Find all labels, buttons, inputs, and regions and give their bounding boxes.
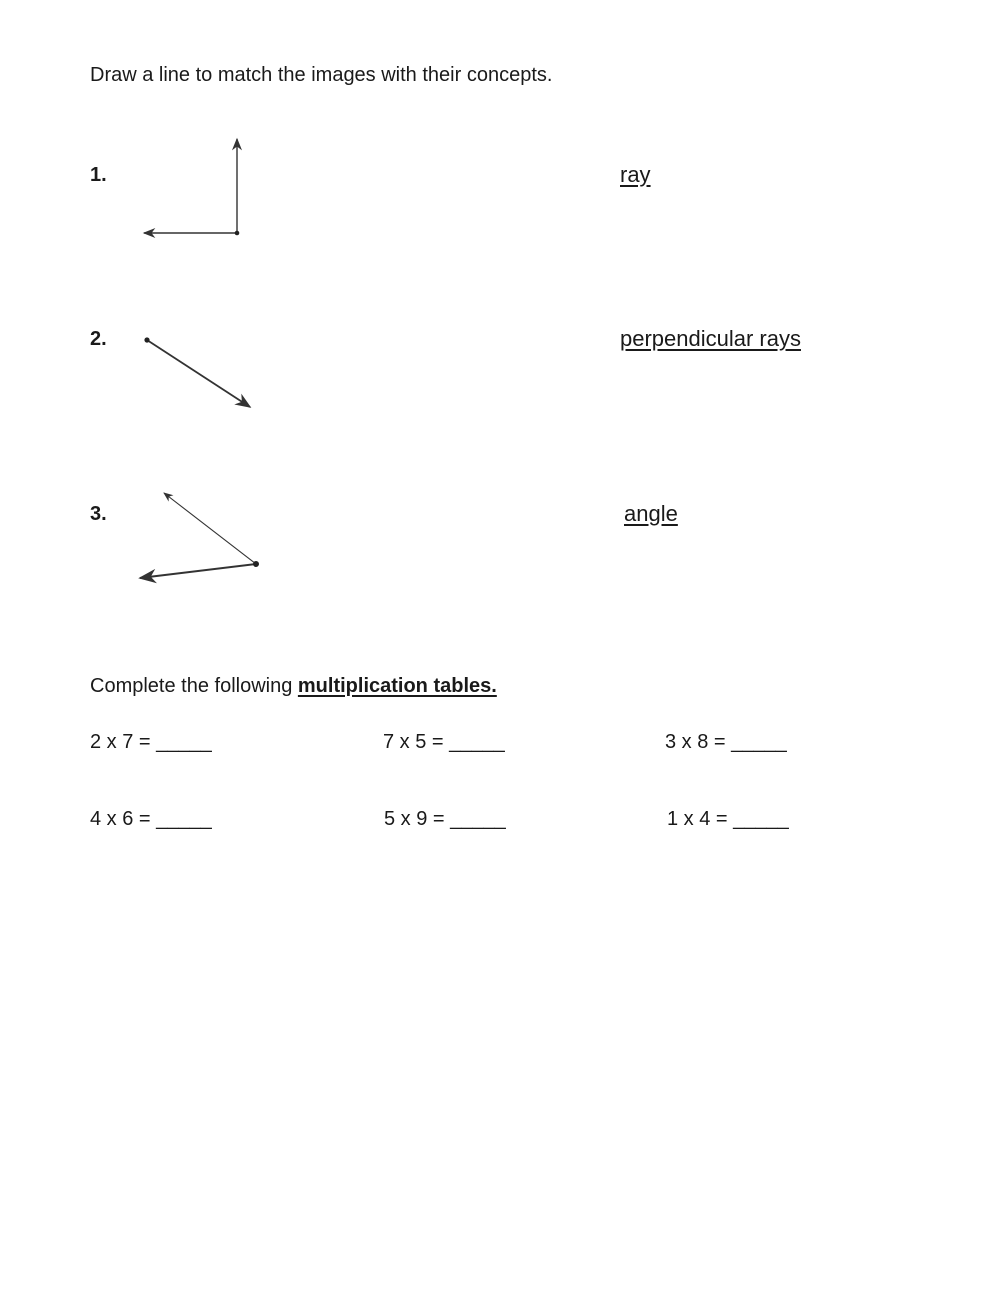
concept-ray[interactable]: ray (620, 162, 651, 187)
instruction-prefix: Complete the following (90, 675, 298, 697)
multiplication-instruction (90, 675, 497, 698)
equation-7x5[interactable]: 7 x 5 = _____ (383, 731, 505, 753)
equation-5x9[interactable]: 5 x 9 = _____ (384, 808, 506, 830)
equation-1x4[interactable]: 1 x 4 = _____ (667, 808, 789, 830)
match-instruction: Draw a line to match the images with their concepts. (90, 64, 553, 86)
instruction-emphasis: multiplication tables. (297, 675, 497, 697)
concept-perpendicular-rays[interactable]: perpendicular rays (620, 326, 801, 351)
item-number-1: 1. (90, 164, 107, 186)
concept-angle[interactable]: angle (624, 501, 678, 526)
item-number-2: 2. (90, 328, 107, 350)
equation-3x8[interactable]: 3 x 8 = _____ (665, 731, 787, 753)
equation-4x6[interactable]: 4 x 6 = _____ (90, 808, 212, 830)
item-number-3: 3. (90, 503, 107, 525)
equation-2x7[interactable]: 2 x 7 = _____ (90, 731, 212, 753)
